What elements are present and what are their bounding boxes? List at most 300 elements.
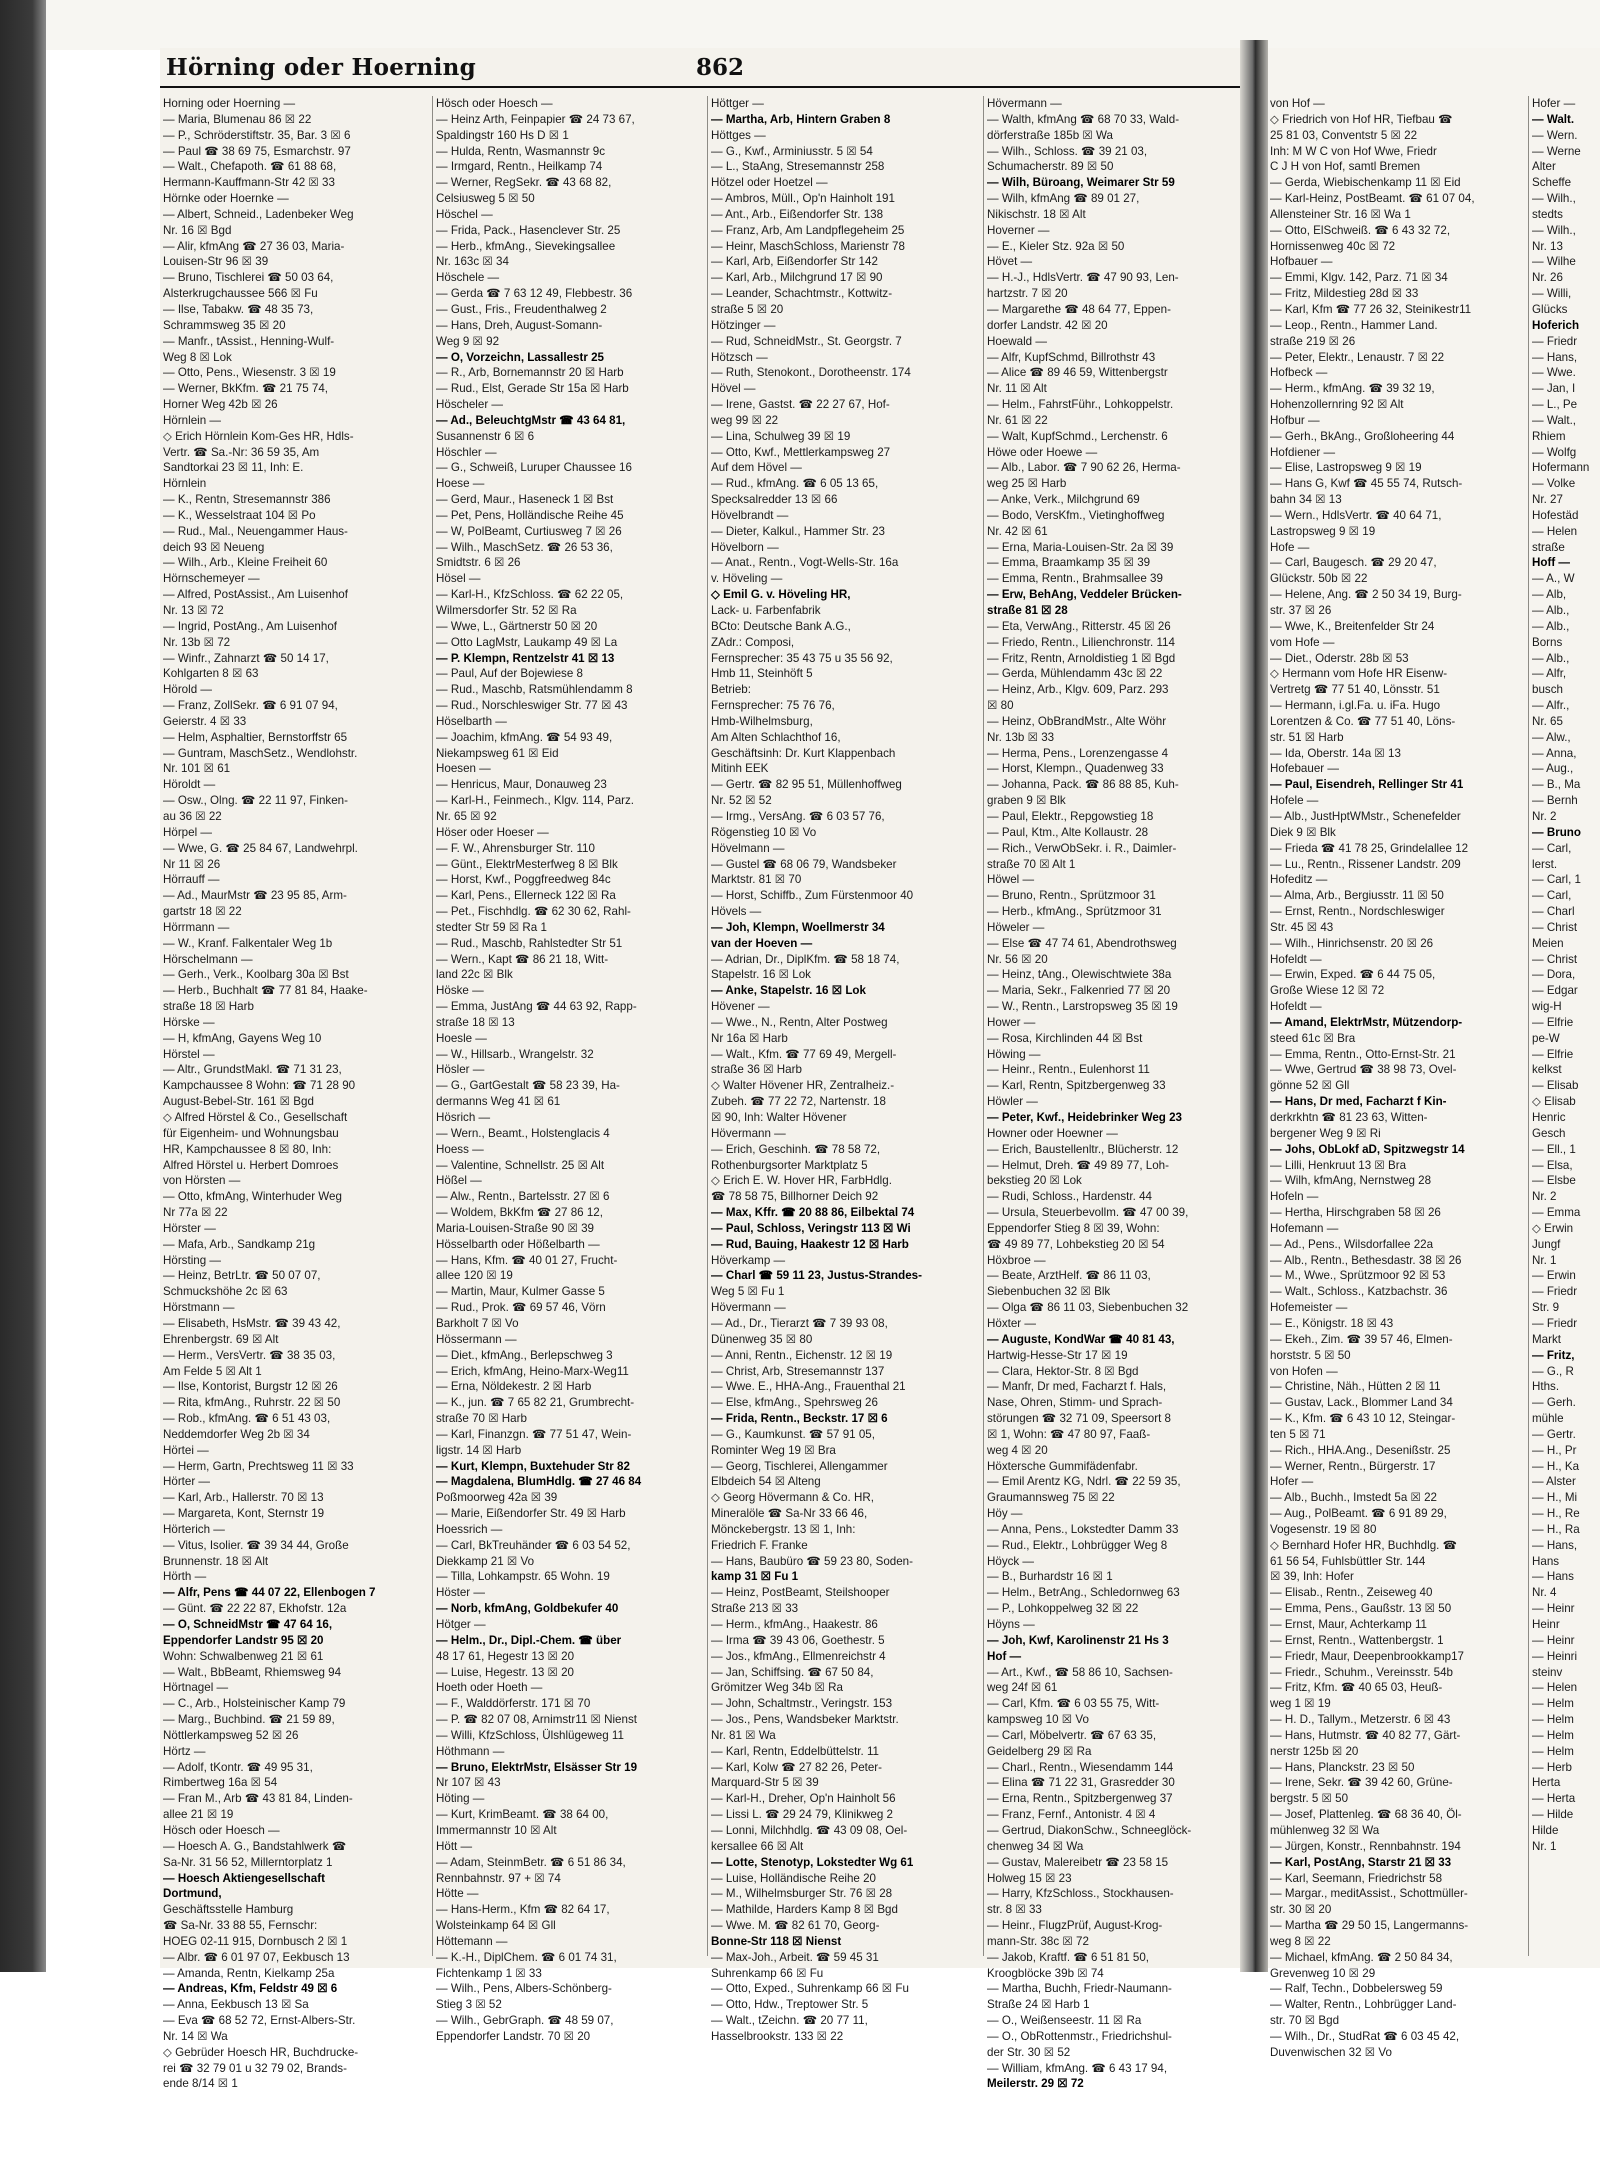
directory-entry-line: Höxbroe —: [987, 1253, 1046, 1267]
directory-entry-line: — Heinz, tAng., Olewischtwiete 38a: [987, 968, 1172, 982]
directory-entry-line: Hösel —: [436, 572, 481, 586]
directory-entry-line: Hörster —: [163, 1221, 216, 1235]
directory-entry-line: Scheffe: [1532, 176, 1572, 190]
directory-entry-line: — Carl, 1: [1532, 873, 1581, 887]
directory-entry-line: Weg 8 ☒ Lok: [163, 350, 232, 364]
directory-entry-line: Kampchaussee 8 Wohn: ☎ 71 28 90: [163, 1079, 356, 1093]
directory-entry-line: ◇ Erwin: [1532, 1221, 1574, 1235]
directory-entry-line: Brunnenstr. 18 ☒ Alt: [163, 1554, 269, 1568]
directory-entry-line: — Henricus, Maur, Donauweg 23: [436, 778, 607, 792]
directory-entry-line: Hörnlein —: [163, 413, 221, 427]
directory-entry-line: — Osw., Olng. ☎ 22 11 97, Finken-: [163, 794, 348, 808]
directory-entry-line: — M., Wilhelmsburger Str. 76 ☒ 28: [711, 1887, 893, 1901]
directory-entry-line: — Herb., kfmAng., Sievekingsallee: [436, 239, 616, 253]
directory-entry-line: — H.-J., HdlsVertr. ☎ 47 90 93, Len-: [987, 271, 1179, 285]
directory-entry-line: land 22c ☒ Blk: [436, 968, 513, 982]
directory-entry-line: Höverkamp —: [711, 1253, 786, 1267]
directory-entry-line: — Herb., kfmAng., Sprützmoor 31: [987, 905, 1162, 919]
directory-entry-line: horststr. 5 ☒ 50: [1270, 1348, 1351, 1362]
directory-entry-line: hartzstr. 7 ☒ 20: [987, 287, 1068, 301]
directory-entry-line: — Marie, Eißendorfer Str. 49 ☒ Harb: [436, 1507, 626, 1521]
directory-entry-line: — Joh, Kwf, Karolinenstr 21 Hs 3: [987, 1633, 1169, 1647]
directory-entry-line: — Anna,: [1532, 746, 1577, 760]
directory-entry-line: Höselbarth —: [436, 714, 507, 728]
directory-entry-line: Hövelborn —: [711, 540, 779, 554]
directory-entry-line: — G., Schweiß, Luruper Chaussee 16: [436, 461, 632, 475]
directory-entry-line: — Heinr: [1532, 1602, 1575, 1616]
directory-entry-line: Eppendorfer Stieg 8 ☒ 39, Wohn:: [987, 1221, 1160, 1235]
directory-entry-line: — Erwin: [1532, 1269, 1576, 1283]
directory-entry-line: Hößel —: [436, 1174, 482, 1188]
directory-entry-line: Hofer —: [1270, 1475, 1314, 1489]
directory-entry-line: — Wwe, K., Breitenfelder Str 24: [1270, 619, 1435, 633]
directory-entry-line: Fernsprecher: 35 43 75 u 35 56 92,: [711, 651, 893, 665]
directory-entry-line: — Mafa, Arb., Sandkamp 21g: [163, 1237, 316, 1251]
directory-entry-line: ☎ 78 58 75, Billhorner Deich 92: [711, 1190, 879, 1204]
directory-entry-line: — Josef, Plattenleg. ☎ 68 36 40, Öl-: [1270, 1808, 1462, 1822]
directory-entry-line: — P. ☎ 82 07 08, Arnimstr11 ☒ Nienst: [436, 1713, 637, 1727]
directory-entry-line: — Maria, Sekr., Falkenried 77 ☒ 20: [987, 984, 1171, 998]
directory-entry-line: — Lu., Rentn., Rissener Landstr. 209: [1270, 857, 1461, 871]
directory-entry-line: — Carl, Kfm. ☎ 6 03 55 75, Witt-: [987, 1697, 1160, 1711]
directory-entry-line: — Wern.: [1532, 128, 1578, 142]
directory-entry-line: — Fritz,: [1532, 1348, 1575, 1362]
directory-entry-line: Neddemdorfer Weg 2b ☒ 34: [163, 1427, 310, 1441]
directory-entry-line: — P. Klempn, Rentzelstr 41 ☒ 13: [436, 651, 615, 665]
directory-entry-line: — Gerh.: [1532, 1396, 1576, 1410]
directory-entry-line: Hoewald —: [987, 334, 1047, 348]
directory-entry-line: — Paul, Eisendreh, Rellinger Str 41: [1270, 778, 1464, 792]
directory-entry-line: — Alfr.,: [1532, 699, 1570, 713]
directory-column-3: [711, 96, 979, 2043]
directory-entry-line: Nr. 61 ☒ 22: [987, 413, 1048, 427]
directory-entry-line: — G., Kaumkunst. ☎ 57 91 05,: [711, 1427, 875, 1441]
directory-column-5: [1270, 96, 1524, 2059]
directory-entry-line: Rögenstieg 10 ☒ Vo: [711, 825, 817, 839]
directory-entry-line: Borns: [1532, 635, 1563, 649]
directory-entry-line: weg 25 ☒ Harb: [987, 477, 1067, 491]
directory-entry-line: Hövet —: [987, 255, 1033, 269]
directory-entry-line: — Walt, KupfSchmd., Lerchenstr. 6: [987, 429, 1168, 443]
directory-entry-line: — Peter, Kwf., Heidebrinker Weg 23: [987, 1111, 1183, 1124]
directory-entry-line: — Rud., Maschb, Ratsmühlendamm 8: [436, 683, 633, 697]
directory-entry-line: — Paul ☎ 38 69 75, Esmarchstr. 97: [163, 144, 351, 158]
directory-entry-line: — Art., Kwf., ☎ 58 86 10, Sachsen-: [987, 1665, 1173, 1679]
directory-entry-line: Hösler —: [436, 1063, 485, 1077]
directory-entry-line: graben 9 ☒ Blk: [987, 794, 1066, 808]
directory-entry-line: — Ida, Oberstr. 14a ☒ 13: [1270, 746, 1401, 760]
directory-entry-line: — Ilse, Kontorist, Burgstr 12 ☒ 26: [163, 1380, 338, 1394]
directory-entry-line: Maria-Louisen-Straße 90 ☒ 39: [436, 1221, 594, 1235]
directory-entry-line: — Paul, Auf der Bojewiese 8: [436, 667, 583, 681]
directory-entry-line: Hornissenweg 40c ☒ 72: [1270, 239, 1396, 253]
directory-entry-line: — Günt., ElektrMesterfweg 8 ☒ Blk: [436, 857, 618, 871]
directory-entry-line: Hörrmann —: [163, 920, 230, 934]
directory-entry-line: Hoff —: [1532, 556, 1570, 570]
directory-entry-line: Hofestäd: [1532, 508, 1579, 522]
directory-entry-line: — Herb., Buchhalt ☎ 77 81 84, Haake-: [163, 984, 368, 998]
directory-entry-line: — Joh, Klempn, Woellmerstr 34: [711, 920, 885, 934]
directory-entry-line: Nr. 27: [1532, 493, 1563, 507]
directory-entry-line: mühlenweg 32 ☒ Wa: [1270, 1823, 1380, 1837]
directory-entry-line: — Franz, ZollSekr. ☎ 6 91 07 94,: [163, 699, 338, 713]
directory-entry-line: straße 5 ☒ 20: [711, 302, 784, 316]
directory-entry-line: Geidelberg 29 ☒ Ra: [987, 1744, 1092, 1758]
directory-entry-line: — Alice ☎ 89 46 59, Wittenbergstr: [987, 366, 1168, 380]
directory-entry-line: Nr. 1: [1532, 1253, 1557, 1267]
directory-entry-line: — Alb.,: [1532, 619, 1570, 633]
directory-entry-line: — Irma ☎ 39 43 06, Goethestr. 5: [711, 1633, 885, 1647]
directory-entry-line: — Joachim, kfmAng. ☎ 54 93 49,: [436, 730, 613, 744]
directory-entry-line: ☎ 49 89 77, Lohbekstieg 20 ☒ 54: [987, 1237, 1165, 1251]
directory-entry-line: Hermann-Kauffmann-Str 42 ☒ 33: [163, 176, 335, 190]
directory-entry-line: — Gertr. ☎ 82 95 51, Müllenhoffweg: [711, 778, 902, 792]
directory-entry-line: — Walt., Kfm. ☎ 77 69 49, Mergell-: [711, 1047, 897, 1061]
directory-entry-line: — Wwe, G. ☎ 25 84 67, Landwehrpl.: [163, 841, 358, 855]
directory-entry-line: Hörske —: [163, 1015, 215, 1029]
running-header: [160, 52, 1240, 88]
directory-entry-line: Sa-Nr. 31 56 52, Millerntorplatz 1: [163, 1855, 333, 1869]
directory-entry-line: — Gerda ☎ 7 63 12 49, Flebbestr. 36: [436, 287, 633, 301]
directory-entry-line: — Hans: [1532, 1570, 1574, 1584]
directory-entry-line: — Mathilde, Harders Kamp 8 ☒ Bgd: [711, 1903, 898, 1917]
directory-entry-line: — Carl,: [1532, 841, 1572, 855]
directory-entry-line: Susannenstr 6 ☒ 6: [436, 429, 535, 443]
directory-entry-line: — Walt., Schloss., Katzbachstr. 36: [1270, 1285, 1448, 1299]
directory-entry-line: — Günt. ☎ 22 22 87, Ekhofstr. 12a: [163, 1602, 347, 1616]
directory-entry-line: — Hans, Baubüro ☎ 59 23 80, Soden-: [711, 1554, 913, 1568]
directory-entry-line: — Anke, Stapelstr. 16 ☒ Lok: [711, 984, 866, 998]
directory-entry-line: Geierstr. 4 ☒ 33: [163, 714, 247, 728]
directory-entry-line: — Christ: [1532, 952, 1578, 966]
directory-entry-line: Hofemann —: [1270, 1221, 1339, 1235]
directory-entry-line: — Ad., BeleuchtgMstr ☎ 43 64 81,: [436, 413, 626, 427]
directory-entry-line: — Wwe, L., Gärtnerstr 50 ☒ 20: [436, 619, 598, 633]
directory-entry-line: — F., Walddörferstr. 171 ☒ 70: [436, 1697, 591, 1711]
directory-entry-line: Rothenburgsorter Marktplatz 5: [711, 1158, 868, 1172]
directory-entry-line: — Alb., JustHptWMstr., Schenefelder: [1270, 809, 1461, 823]
directory-entry-line: Höwel —: [987, 873, 1035, 887]
directory-entry-line: — Irene, Gastst. ☎ 22 27 67, Hof-: [711, 398, 890, 412]
directory-entry-line: — Herm., kfmAng., Haakestr. 86: [711, 1618, 878, 1631]
directory-entry-line: gönne 52 ☒ Gll: [1270, 1079, 1350, 1093]
directory-entry-line: — Irmgard, Rentn., Heilkamp 74: [436, 160, 603, 174]
directory-entry-line: — Amand, ElektrMstr, Mützendorp-: [1270, 1015, 1463, 1029]
book-spine: [1240, 40, 1268, 1975]
directory-entry-line: — Emil Arentz KG, Ndrl. ☎ 22 59 35,: [987, 1475, 1181, 1489]
directory-entry-line: — Hans,: [1532, 1538, 1578, 1552]
directory-entry-line: — Friedr., Schuhm., Vereinsstr. 54b: [1270, 1665, 1454, 1679]
directory-entry-line: — Dora,: [1532, 968, 1576, 982]
directory-entry-line: Nöttlerkampsweg 52 ☒ 26: [163, 1728, 299, 1742]
directory-entry-line: — Otto, Kwf., Mettlerkampsweg 27: [711, 445, 891, 459]
directory-entry-line: Spaldingstr 160 Hs D ☒ 1: [436, 128, 569, 142]
directory-entry-line: — Alfr,: [1532, 667, 1567, 681]
directory-entry-line: Betrieb:: [711, 683, 751, 697]
directory-entry-line: — Bernh: [1532, 794, 1578, 808]
directory-entry-line: — Franz, Fernf., Antonistr. 4 ☒ 4: [987, 1808, 1156, 1822]
directory-entry-line: — Heinr., FlugzPrüf, August-Krog-: [987, 1919, 1163, 1933]
directory-entry-line: Lorentzen & Co. ☎ 77 51 40, Löns-: [1270, 714, 1456, 728]
directory-entry-line: Hörold —: [163, 683, 212, 697]
directory-entry-line: ☒ 1, Wohn: ☎ 47 80 97, Faaß-: [987, 1427, 1151, 1441]
directory-entry-line: — Helm., FahrstFühr., Lohkoppelstr.: [987, 398, 1174, 412]
directory-entry-line: — Winfr., Zahnarzt ☎ 50 14 17,: [163, 651, 329, 665]
directory-entry-line: Heinr: [1532, 1618, 1560, 1631]
directory-entry-line: Elbdeich 54 ☒ Alteng: [711, 1475, 821, 1489]
directory-entry-line: — Martin, Maur, Kulmer Gasse 5: [436, 1285, 605, 1299]
directory-entry-line: Glückstr. 50b ☒ 22: [1270, 572, 1368, 586]
directory-entry-line: — Herm, Gartn, Prechtsweg 11 ☒ 33: [163, 1459, 354, 1473]
directory-entry-line: — Rud., Elst, Gerade Str 15a ☒ Harb: [436, 382, 629, 396]
directory-entry-line: ◇ Emil G. v. Höveling HR,: [711, 588, 851, 602]
directory-entry-line: Höwe oder Hoewe —: [987, 445, 1098, 459]
directory-entry-line: — Rud., Norschleswiger Str. 77 ☒ 43: [436, 699, 628, 713]
directory-entry-line: — Elfrie: [1532, 1015, 1574, 1029]
directory-entry-line: Höscheler —: [436, 398, 504, 412]
directory-entry-line: C J H von Hof, samtl Bremen: [1270, 160, 1421, 174]
directory-entry-line: kampsweg 10 ☒ Vo: [987, 1713, 1089, 1727]
directory-entry-line: — Ruth, Stenokont., Dorotheenstr. 174: [711, 366, 911, 380]
directory-entry-line: Poßmoorweg 42a ☒ 39: [436, 1491, 558, 1505]
directory-entry-line: Herta: [1532, 1776, 1561, 1790]
scan-top-margin: [46, 0, 1600, 50]
directory-entry-line: — Aug., PolBeamt. ☎ 6 91 89 29,: [1270, 1507, 1447, 1521]
directory-entry-line: — Hans,: [1532, 350, 1578, 364]
directory-entry-line: Hösch oder Hoesch —: [436, 97, 553, 110]
directory-entry-line: rei ☎ 32 79 01 u 32 79 02, Brands-: [163, 2061, 347, 2075]
directory-entry-line: — Karl, PostAng, Starstr 21 ☒ 33: [1270, 1855, 1452, 1869]
directory-entry-line: — W., Hillsarb., Wrangelstr. 32: [436, 1047, 594, 1061]
directory-entry-line: Henric: [1532, 1111, 1566, 1124]
directory-entry-line: — Else ☎ 47 74 61, Abendrothsweg: [987, 936, 1177, 950]
directory-entry-line: — Elisab: [1532, 1079, 1579, 1093]
directory-entry-line: Hmb-Wilhelmsburg,: [711, 714, 813, 728]
directory-entry-line: — Wilh., Schloss. ☎ 39 21 03,: [987, 144, 1148, 158]
directory-entry-line: — Alma, Arb., Bergiusstr. 11 ☒ 50: [1270, 889, 1444, 903]
directory-entry-line: — P., Lohkoppelweg 32 ☒ 22: [987, 1602, 1139, 1616]
directory-entry-line: — Gerh., Verk., Koolbarg 30a ☒ Bst: [163, 968, 349, 982]
directory-entry-line: — Ant., Arb., Eißendorfer Str. 138: [711, 207, 884, 221]
directory-entry-line: Hövel —: [711, 382, 756, 396]
directory-entry-line: Dünenweg 35 ☒ 80: [711, 1332, 813, 1346]
directory-entry-line: — M., Wwe., Sprützmoor 92 ☒ 53: [1270, 1269, 1446, 1283]
directory-entry-line: Hörth —: [163, 1570, 207, 1584]
directory-entry-line: — Anat., Rentn., Vogt-Wells-Str. 16a: [711, 556, 899, 570]
directory-entry-line: — John, Schaltmstr., Veringstr. 153: [711, 1697, 893, 1711]
directory-entry-line: Hövermann —: [711, 1301, 786, 1315]
directory-entry-line: — Diet., Oderstr. 28b ☒ 53: [1270, 651, 1409, 665]
column-rule: [1528, 96, 1529, 1956]
directory-entry-line: von Hof —: [1270, 97, 1325, 110]
directory-entry-line: Hofbur —: [1270, 413, 1320, 427]
directory-entry-line: Eppendorfer Landstr. 70 ☒ 20: [436, 2029, 591, 2043]
directory-entry-line: Horning oder Hoerning —: [163, 97, 296, 110]
directory-entry-line: — Pet., Fischhdlg. ☎ 62 30 62, Rahl-: [436, 905, 631, 919]
directory-entry-line: Hoese —: [436, 477, 485, 491]
directory-entry-line: — Else, kfmAng., Spehrsweg 26: [711, 1396, 878, 1410]
directory-entry-line: Höting —: [436, 1792, 485, 1806]
directory-entry-line: pe-W: [1532, 1031, 1560, 1045]
directory-entry-line: — Ad., Pens., Wilsdorfallee 22a: [1270, 1237, 1434, 1251]
directory-entry-line: Hofe —: [1270, 540, 1310, 554]
directory-entry-line: ◇ Erich E. W. Hover HR, FarbHdlg.: [711, 1174, 892, 1188]
directory-entry-line: — Friedr: [1532, 1316, 1578, 1330]
directory-entry-line: nerstr 125b ☒ 20: [1270, 1744, 1359, 1758]
directory-entry-line: Howner oder Hoewner —: [987, 1126, 1118, 1140]
directory-entry-line: deich 93 ☒ Neueng: [163, 540, 265, 554]
directory-entry-line: — A., W: [1532, 572, 1575, 586]
directory-entry-line: Marktstr. 81 ☒ 70: [711, 873, 802, 887]
directory-entry-line: — Norb, kfmAng, Goldbekufer 40: [436, 1602, 619, 1616]
directory-entry-line: — H., Re: [1532, 1507, 1580, 1521]
directory-entry-line: bergener Weg 9 ☒ Ri: [1270, 1126, 1381, 1140]
directory-entry-line: Hötzel oder Hoetzel —: [711, 176, 828, 190]
directory-entry-line: Höxtersche Gummifädenfabr.: [987, 1459, 1138, 1473]
directory-entry-line: ◇ Hermann vom Hofe HR Eisenw-: [1270, 667, 1448, 681]
directory-entry-line: — Erich, Baustellenltr., Blücherstr. 12: [987, 1142, 1179, 1156]
directory-entry-line: — Karl, Arb., Milchgrund 17 ☒ 90: [711, 271, 883, 285]
directory-entry-line: — Anke, Verk., Milchgrund 69: [987, 493, 1140, 507]
directory-entry-line: Hofbauer —: [1270, 255, 1333, 269]
directory-entry-line: straße 70 ☒ Alt 1: [987, 857, 1076, 871]
directory-entry-line: str. 30 ☒ 20: [1270, 1903, 1332, 1917]
directory-entry-line: — Alb., Buchh., Imstedt 5a ☒ 22: [1270, 1491, 1437, 1505]
directory-entry-line: Straße 24 ☒ Harb 1: [987, 1998, 1090, 2012]
directory-entry-line: — K.-H., DiplChem. ☎ 6 01 74 31,: [436, 1950, 617, 1964]
directory-entry-line: — Georg, Tischlerei, Allengammer: [711, 1459, 888, 1473]
directory-entry-line: — Alfred, PostAssist., Am Luisenhof: [163, 588, 348, 602]
directory-entry-line: Wolsteinkamp 64 ☒ Gll: [436, 1919, 556, 1933]
directory-entry-line: — Manfr., tAssist., Henning-Wulf-: [163, 334, 335, 348]
directory-entry-line: — Wilh., Pens, Albers-Schönberg-: [436, 1982, 612, 1996]
directory-entry-line: — Horst, Klempn., Quadenweg 33: [987, 762, 1164, 776]
directory-entry-line: Zubeh. ☎ 77 22 72, Nartenstr. 18: [711, 1095, 886, 1109]
directory-entry-line: — F. W., Ahrensburger Str. 110: [436, 841, 595, 855]
directory-entry-line: — Martha ☎ 29 50 15, Langermanns-: [1270, 1919, 1469, 1933]
directory-entry-line: — Auguste, KondWar ☎ 40 81 43,: [987, 1332, 1175, 1346]
directory-entry-line: Holweg 15 ☒ 23: [987, 1871, 1072, 1885]
directory-entry-line: — Valentine, Schnellstr. 25 ☒ Alt: [436, 1158, 605, 1172]
directory-entry-line: — Johanna, Pack. ☎ 86 88 85, Kuh-: [987, 778, 1179, 792]
directory-entry-line: steed 61c ☒ Bra: [1270, 1031, 1356, 1045]
directory-entry-line: — Jürgen, Konstr., Rennbahnstr. 194: [1270, 1839, 1461, 1853]
directory-entry-line: — Gustav, Malereibetr ☎ 23 58 15: [987, 1855, 1169, 1869]
directory-entry-line: — Hans, Kfm. ☎ 40 01 27, Frucht-: [436, 1253, 618, 1267]
directory-entry-line: — O, SchneidMstr ☎ 47 64 16,: [163, 1618, 333, 1631]
directory-entry-line: — Wilh, Büroang, Weimarer Str 59: [987, 176, 1175, 190]
directory-entry-line: — Friedr, Maur, Deepenbrookkamp17: [1270, 1649, 1464, 1663]
directory-entry-line: — Karl-H., KfzSchloss. ☎ 62 22 05,: [436, 588, 624, 602]
directory-entry-line: — Wilh.,: [1532, 192, 1576, 206]
directory-entry-line: — Horst, Kwf., Poggfreedweg 84c: [436, 873, 611, 887]
directory-entry-line: weg 1 ☒ 19: [1270, 1697, 1331, 1711]
directory-entry-line: — Diet., kfmAng., Berlepschweg 3: [436, 1348, 613, 1362]
directory-entry-line: Hörstmann —: [163, 1301, 235, 1315]
directory-entry-line: Vertretg ☎ 77 51 40, Lönsstr. 51: [1270, 683, 1440, 697]
directory-entry-line: — Andreas, Kfm, Feldstr 49 ☒ 6: [163, 1982, 338, 1996]
directory-entry-line: Celsiusweg 5 ☒ 50: [436, 192, 535, 206]
directory-entry-line: Nr 77a ☒ 22: [163, 1206, 228, 1220]
directory-entry-line: — Wilh., Dr., StudRat ☎ 6 03 45 42,: [1270, 2029, 1460, 2043]
directory-entry-line: — Adrian, Dr., DiplKfm. ☎ 58 18 74,: [711, 952, 900, 966]
directory-entry-line: — Wilh.,: [1532, 223, 1576, 237]
directory-entry-line: — Jan, I: [1532, 382, 1576, 396]
directory-entry-line: — Otto, Exped., Suhrenkamp 66 ☒ Fu: [711, 1982, 909, 1996]
directory-entry-line: — Emma, Rentn., Brahmsallee 39: [987, 572, 1163, 586]
directory-entry-line: Höyck —: [987, 1554, 1035, 1568]
directory-entry-line: — Paul, Ktm., Alte Kollaustr. 28: [987, 825, 1149, 839]
directory-entry-line: — Helm., BetrAng., Schledornweg 63: [987, 1586, 1180, 1600]
directory-entry-line: Hoeth oder Hoeth —: [436, 1681, 543, 1695]
directory-entry-line: — Bruno, ElektrMstr, Elsässer Str 19: [436, 1760, 638, 1774]
directory-entry-line: — H. D., Tallym., Metzerstr. 6 ☒ 43: [1270, 1713, 1451, 1727]
directory-entry-line: — Martha, Arb, Hintern Graben 8: [711, 112, 891, 126]
directory-entry-line: — Helen: [1532, 524, 1578, 538]
directory-entry-line: dorfer Landstr. 42 ☒ 20: [987, 318, 1108, 332]
directory-entry-line: — Wilhe: [1532, 255, 1576, 269]
directory-entry-line: Hövels —: [711, 905, 762, 919]
directory-entry-line: — Bruno: [1532, 825, 1581, 839]
directory-column-6: [1532, 96, 1598, 1956]
directory-entry-line: — Ad., MaurMstr ☎ 23 95 85, Arm-: [163, 889, 347, 903]
directory-entry-line: kersallee 66 ☒ Alt: [711, 1839, 804, 1853]
directory-entry-line: Höy —: [987, 1507, 1023, 1521]
directory-entry-line: — Emma, JustAng ☎ 44 63 92, Rapp-: [436, 1000, 637, 1014]
directory-entry-line: — Albr. ☎ 6 01 97 07, Eekbusch 13: [163, 1950, 350, 1964]
directory-entry-line: — Anna, Pens., Lokstedter Damm 33: [987, 1522, 1179, 1536]
directory-entry-line: — Jos., kfmAng., Ellmenreichstr 4: [711, 1649, 886, 1663]
directory-entry-line: ☒ 80: [987, 699, 1014, 713]
directory-entry-line: — Walter, Rentn., Lohbrügger Land-: [1270, 1998, 1457, 2012]
directory-entry-line: weg 4 ☒ 20: [987, 1443, 1048, 1457]
directory-entry-line: — Irene, Sekr. ☎ 39 42 60, Grüne-: [1270, 1776, 1453, 1790]
directory-entry-line: Weg 5 ☒ Fu 1: [711, 1285, 785, 1299]
directory-entry-line: Nr. 56 ☒ 20: [987, 952, 1048, 966]
directory-entry-line: — Alfr, KupfSchmd, Billrothstr 43: [987, 350, 1156, 364]
directory-entry-line: — Wwe, Gertrud ☎ 38 98 73, Ovel-: [1270, 1063, 1457, 1077]
directory-entry-line: Markt: [1532, 1332, 1561, 1346]
directory-entry-line: — Heinri: [1532, 1649, 1578, 1663]
directory-entry-line: störungen ☎ 32 71 09, Speersort 8: [987, 1412, 1171, 1426]
directory-entry-line: Niekampsweg 61 ☒ Eid: [436, 746, 559, 760]
directory-entry-line: — Emmi, Klgv. 142, Parz. 71 ☒ 34: [1270, 271, 1448, 285]
directory-entry-line: Immermannstr 10 ☒ Alt: [436, 1823, 557, 1837]
directory-entry-line: Weg 9 ☒ 92: [436, 334, 500, 348]
directory-entry-line: — Wolfg: [1532, 445, 1577, 459]
directory-entry-line: Hösrich —: [436, 1111, 491, 1124]
directory-entry-line: — Walt., BbBeamt, Rhiemsweg 94: [163, 1665, 342, 1679]
directory-entry-line: — Harry, KfzSchloss., Stockhausen-: [987, 1887, 1174, 1901]
directory-entry-line: — Wwe.: [1532, 366, 1576, 380]
directory-entry-line: Mineralöle ☎ Sa-Nr 33 66 46,: [711, 1507, 868, 1521]
directory-entry-line: — Christine, Näh., Hütten 2 ☒ 11: [1270, 1380, 1441, 1394]
directory-entry-line: — W., Kranf. Falkentaler Weg 1b: [163, 936, 333, 950]
directory-entry-line: — Rud., Mal., Neuengammer Haus-: [163, 524, 348, 538]
directory-entry-line: — Gustel ☎ 68 06 79, Wandsbeker: [711, 857, 897, 871]
directory-entry-line: — Fritz, Rentn, Arnoldistieg 1 ☒ Bgd: [987, 651, 1176, 665]
directory-entry-line: Barkholt 7 ☒ Vo: [436, 1316, 519, 1330]
directory-entry-line: Hörter —: [163, 1475, 211, 1489]
directory-entry-line: Höser oder Hoeser —: [436, 825, 549, 839]
directory-entry-line: — Alir, kfmAng ☎ 27 36 03, Maria-: [163, 239, 345, 253]
directory-entry-line: Graumannsweg 75 ☒ 22: [987, 1491, 1115, 1505]
directory-entry-line: Hörrauff —: [163, 873, 220, 887]
directory-entry-line: — Rud., Prok. ☎ 69 57 46, Vörn: [436, 1301, 606, 1315]
directory-entry-line: Nr. 14 ☒ Wa: [163, 2029, 228, 2043]
directory-entry-line: — Altr., GrundstMakl. ☎ 71 31 23,: [163, 1063, 342, 1077]
directory-entry-line: Höschel —: [436, 207, 493, 221]
